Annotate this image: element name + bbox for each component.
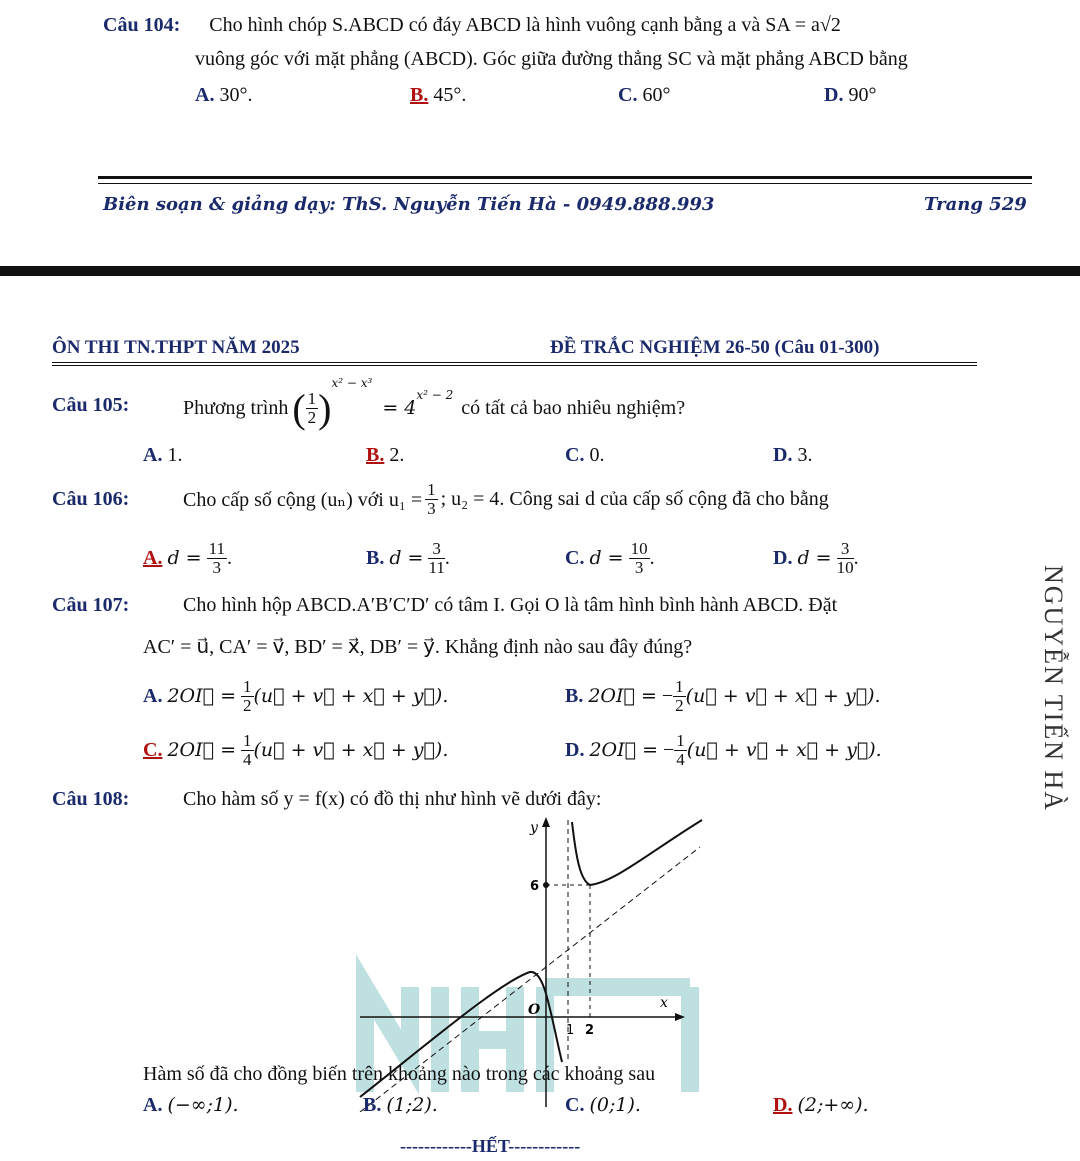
q105-option-d[interactable]: D. 3. bbox=[773, 444, 813, 466]
q108-text1: Cho hàm số y = f(x) có đồ thị như hình vẽ dưới đây: bbox=[183, 788, 602, 810]
tick-x-1: 1 bbox=[566, 1023, 575, 1038]
q107-text2: AC′ = u⃗, CA′ = v⃗, BD′ = x⃗, DB′ = y⃗. Khẳng định nào sau đây đúng? bbox=[143, 636, 693, 658]
page-break-band bbox=[0, 266, 1080, 276]
side-author-text: NGUYỄN TIẾN HÀ bbox=[1039, 565, 1068, 813]
q104-line1 bbox=[103, 14, 841, 37]
header-rule-2 bbox=[52, 365, 977, 366]
q106-post: ; u₂ = 4. Công sai d của cấp số cộng đã cho bằng bbox=[440, 487, 829, 510]
q108-option-a[interactable]: A. (−∞;1). bbox=[143, 1094, 239, 1116]
q107-option-b[interactable]: B. 2OI⃗ = − $\frac{1}{2}$ (u⃗ + v⃗ + x⃗ + y⃗). bbox=[565, 676, 881, 715]
q105-option-a[interactable]: A. 1. bbox=[143, 444, 183, 466]
origin-label: O bbox=[528, 1002, 541, 1018]
q105-exp1: x² − x³ bbox=[331, 376, 373, 390]
header-right: ĐỀ TRẮC NGHIỆM 26-50 (Câu 01-300) bbox=[550, 337, 880, 358]
end-marker: ------------HẾT------------ bbox=[400, 1136, 581, 1156]
q108-option-d[interactable]: D. (2;+∞). bbox=[773, 1094, 869, 1116]
q108-text2: Hàm số đã cho đồng biến trên khoảng nào trong các khoảng sau bbox=[143, 1063, 656, 1085]
q104-option-b[interactable]: B. 45°. bbox=[410, 84, 467, 106]
header-left: ÔN THI TN.THPT NĂM 2025 bbox=[52, 337, 300, 358]
q105-fraction: $\frac{1}{2}$ bbox=[307, 388, 317, 427]
tick-x-2: 2 bbox=[585, 1023, 595, 1038]
q105-option-b[interactable]: B. 2. bbox=[366, 444, 405, 466]
q104-option-a[interactable]: A. 30°. bbox=[195, 84, 253, 106]
q104-option-d[interactable]: D. 90° bbox=[824, 84, 877, 106]
q106-option-c[interactable]: C. d = $\frac{10}{3}$ . bbox=[565, 538, 655, 577]
q106-option-d[interactable]: D. d = $\frac{3}{10}$ . bbox=[773, 538, 859, 577]
q108-number: Câu 108: bbox=[52, 788, 130, 810]
q107-number: Câu 107: bbox=[52, 594, 130, 616]
q107-option-c[interactable]: C. 2OI⃗ = $\frac{1}{4}$ (u⃗ + v⃗ + x⃗ + y⃗). bbox=[143, 730, 449, 769]
q108-option-c[interactable]: C. (0;1). bbox=[565, 1094, 641, 1116]
q104-number: Câu 104: bbox=[103, 14, 181, 36]
q105-post: có tất cả bao nhiêu nghiệm? bbox=[461, 396, 686, 419]
footer-author: Biên soạn & giảng dạy: ThS. Nguyễn Tiến Hà - 0949.888.993 bbox=[103, 194, 715, 215]
q106-number: Câu 106: bbox=[52, 488, 130, 510]
y-axis-label: y bbox=[530, 820, 538, 836]
q104-text2: vuông góc với mặt phẳng (ABCD). Góc giữa đường thẳng SC và mặt phẳng ABCD bằng bbox=[195, 48, 908, 70]
q105-mid: = 4 bbox=[382, 397, 417, 419]
x-axis-label: x bbox=[660, 995, 668, 1011]
footer-rule-thick bbox=[98, 176, 1032, 179]
q105-number: Câu 105: bbox=[52, 394, 130, 416]
q104-option-c[interactable]: C. 60° bbox=[618, 84, 671, 106]
q107-option-a[interactable]: A. 2OI⃗ = $\frac{1}{2}$ (u⃗ + v⃗ + x⃗ + y⃗). bbox=[143, 676, 449, 715]
q108-option-b[interactable]: B. (1;2). bbox=[363, 1094, 438, 1116]
q106-option-a[interactable]: A. d = $\frac{11}{3}$ . bbox=[143, 538, 232, 577]
q105-option-c[interactable]: C. 0. bbox=[565, 444, 605, 466]
q106-option-b[interactable]: B. d = $\frac{3}{11}$ . bbox=[366, 538, 450, 577]
footer-rule-thin bbox=[98, 183, 1032, 184]
q105-statement: Phương trình ( $\frac{1}{2}$ ) x² − x³ = 4 x² − 2 có tất cả bao nhiêu nghiệm? bbox=[183, 376, 686, 431]
q104-text1: Cho hình chóp S.ABCD có đáy ABCD là hình vuông cạnh bằng a và SA = a√2 bbox=[209, 14, 841, 36]
q107-option-d[interactable]: D. 2OI⃗ = − $\frac{1}{4}$ (u⃗ + v⃗ + x⃗ + y⃗). bbox=[565, 730, 882, 769]
tick-y-6: 6 bbox=[530, 879, 540, 894]
header-rule bbox=[52, 362, 977, 363]
q107-text1: Cho hình hộp ABCD.A′B′C′D′ có tâm I. Gọi O là tâm hình bình hành ABCD. Đặt bbox=[183, 594, 838, 616]
graph-branch-right bbox=[572, 820, 702, 885]
footer-page: Trang 529 bbox=[924, 194, 1027, 215]
q105-pre: Phương trình bbox=[183, 396, 289, 419]
q106-statement bbox=[183, 474, 829, 524]
tick-y-6-dot bbox=[543, 882, 549, 888]
q106-pre: Cho cấp số cộng (uₙ) với u₁ = bbox=[183, 488, 423, 511]
q106-fraction: $\frac{1}{3}$ bbox=[427, 479, 436, 518]
q105-exp2: x² − 2 bbox=[416, 388, 454, 402]
y-axis-arrow bbox=[542, 817, 550, 827]
